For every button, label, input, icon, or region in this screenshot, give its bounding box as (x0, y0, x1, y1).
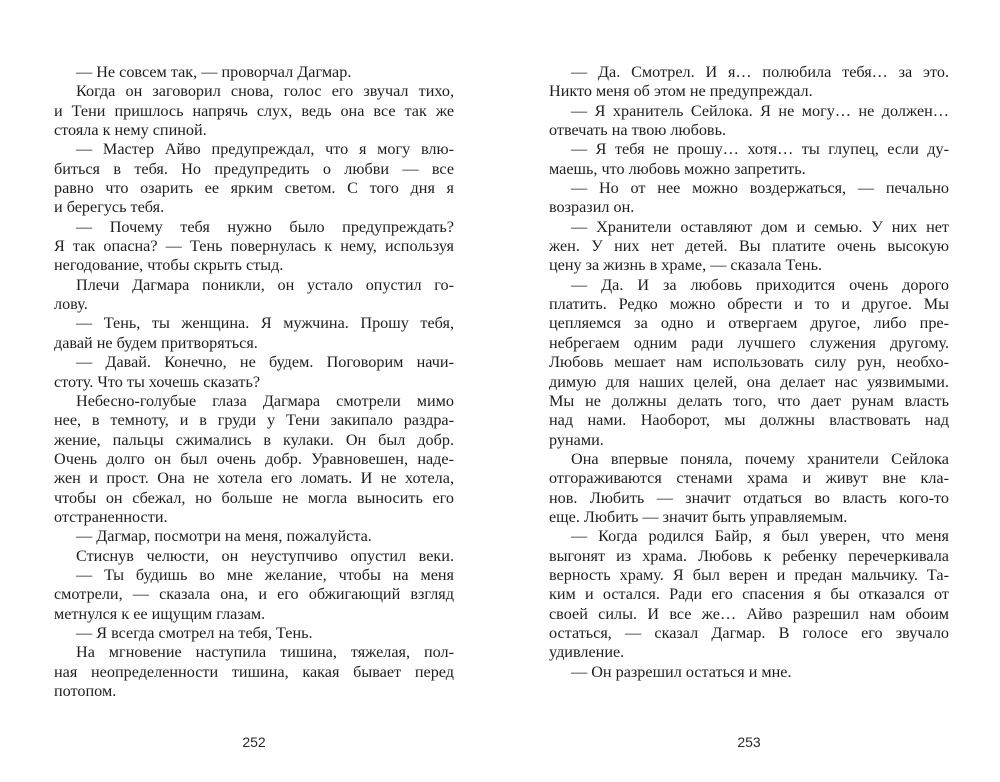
text-line: Когда он заговорил снова, голос его звучал тихо, (76, 82, 454, 101)
text-line: своей силы. И все же… Айво разрешил нам обоим (549, 604, 949, 623)
text-line: и Тени пришлось напрячь слух, ведь она все так же (54, 101, 454, 120)
text-line: жен. У них нет детей. Вы платите очень высокую (549, 237, 949, 256)
text-line: — Ты будишь во мне желание, чтобы на меня (76, 565, 454, 584)
left-page-number: 252 (242, 734, 266, 750)
text-line: небрегаем одним ради лучшего служения другому. (549, 333, 949, 352)
text-line: — Не совсем так, — проворчал Дагмар. (76, 63, 352, 81)
text-line: еще. Любить — значит быть управляемым. (549, 507, 848, 526)
text-line: — Давай. Конечно, не будем. Поговорим начи- (76, 353, 454, 372)
text-line: — Мастер Айво предупреждал, что я могу влю- (76, 140, 454, 159)
text-line: — Хранители оставляют дом и семью. У них нет (571, 217, 949, 236)
text-line: платить. Редко можно обрести и то и другое. Мы (549, 295, 949, 314)
text-line: Любовь мешает нам использовать силу рун, необхо- (549, 353, 949, 372)
text-line: биться в тебя. Но предупредить о любви — все (54, 159, 454, 178)
text-line: — Я тебя не прошу… хотя… ты глупец, если ду- (571, 140, 949, 159)
text-line: Стиснув челюсти, он неуступчиво опустил веки. (76, 546, 454, 565)
right-page-number: 253 (737, 734, 761, 750)
text-line: удивление. (549, 643, 625, 662)
text-line: верность храму. Я был верен и предан мальчику. Та- (549, 565, 949, 584)
text-line: маешь, что любовь можно запретить. (549, 159, 806, 178)
text-line: над нами. Наоборот, мы должны властвовать над (549, 411, 949, 430)
text-line: — Я всегда смотрел на тебя, Тень. (76, 623, 313, 642)
text-line: чтобы он сбежал, но больше не могла выносить его (54, 488, 454, 507)
text-line: и берегусь тебя. (54, 198, 165, 217)
text-line: возразил он. (549, 198, 635, 217)
text-line: жен и прост. Она не хотела его ломать. И не хотела, (54, 469, 454, 488)
left-page (54, 0, 454, 782)
text-line: Она впервые поняла, почему хранители Сейлока (571, 449, 949, 468)
text-line: нов. Любить — значит отдаться во власть кого-то (549, 488, 949, 507)
text-line: метнулся к ее ищущим глазам. (54, 604, 266, 623)
text-line: На мгновение наступила тишина, тяжелая, пол- (76, 643, 454, 662)
text-line: отвечать на твою любовь. (549, 121, 727, 140)
text-line: стоту. Что ты хочешь сказать? (54, 372, 261, 391)
text-line: выгонят из храма. Любовь к ребенку перечеркивала (549, 546, 949, 565)
text-line: Я так опасна? — Тень повернулась к нему, используя (54, 237, 454, 256)
text-line: Плечи Дагмара поникли, он устало опустил го- (76, 275, 454, 294)
text-line: Очень долго он был очень добр. Уравновешен, наде- (54, 449, 454, 468)
text-line: — Когда родился Байр, я был уверен, что меня (571, 527, 949, 546)
text-line: стояла к нему спиной. (54, 121, 207, 140)
text-line: — Но от нее можно воздержаться, — печально (571, 179, 949, 198)
text-line: Небесно-голубые глаза Дагмара смотрели мимо (76, 391, 454, 410)
text-line: — Он разрешил остаться и мне. (571, 662, 792, 681)
text-line: негодование, чтобы скрыть стыд. (54, 256, 284, 275)
right-page-text (549, 63, 949, 682)
text-line: — Да. И за любовь приходится очень дорого (571, 275, 949, 294)
text-line: потопом. (54, 682, 117, 700)
text-line: — Дагмар, посмотри на меня, пожалуйста. (76, 527, 372, 546)
text-line: рунами. (549, 430, 604, 449)
text-line: жение, пальцы сжимались в кулаки. Он был добр. (54, 430, 454, 449)
text-line: давай не будем притворяться. (54, 333, 258, 352)
left-page-text (54, 63, 454, 701)
text-line: — Да. Смотрел. И я… полюбила тебя… за это. (571, 63, 949, 81)
text-line: димую для наших целей, она делает нас уязвимыми. (549, 372, 949, 391)
text-line: равно что озарить ее ярким светом. С того дня я (54, 179, 454, 198)
text-line: Никто меня об этом не предупреждал. (549, 82, 813, 101)
text-line: — Я хранитель Сейлока. Я не могу… не должен… (571, 101, 949, 120)
text-line: ная неопределенности тишина, какая бывает перед (54, 662, 454, 681)
text-line: цепляемся за одно и отвергаем другое, либо пре- (549, 314, 949, 333)
text-line: отгораживаются стенами храма и живут вне кла- (549, 469, 949, 488)
text-line: цену за жизнь в храме, — сказала Тень. (549, 256, 822, 275)
text-line: ким и остался. Ради его спасения я бы отказался от (549, 585, 949, 604)
text-line: — Почему тебя нужно было предупреждать? (76, 217, 454, 236)
text-line: — Тень, ты женщина. Я мужчина. Прошу тебя, (76, 314, 454, 333)
right-page (549, 0, 949, 782)
text-line: смотрели, — сказала она, и его обжигающий взгляд (54, 585, 454, 604)
text-line: отстраненности. (54, 507, 168, 526)
text-line: Мы не должны делать того, что дает рунам власть (549, 391, 949, 410)
text-line: остаться, — сказал Дагмар. В голосе его звучало (549, 623, 949, 642)
text-line: нее, в темноту, и в груди у Тени закипало раздра- (54, 411, 454, 430)
text-line: лову. (54, 295, 88, 314)
